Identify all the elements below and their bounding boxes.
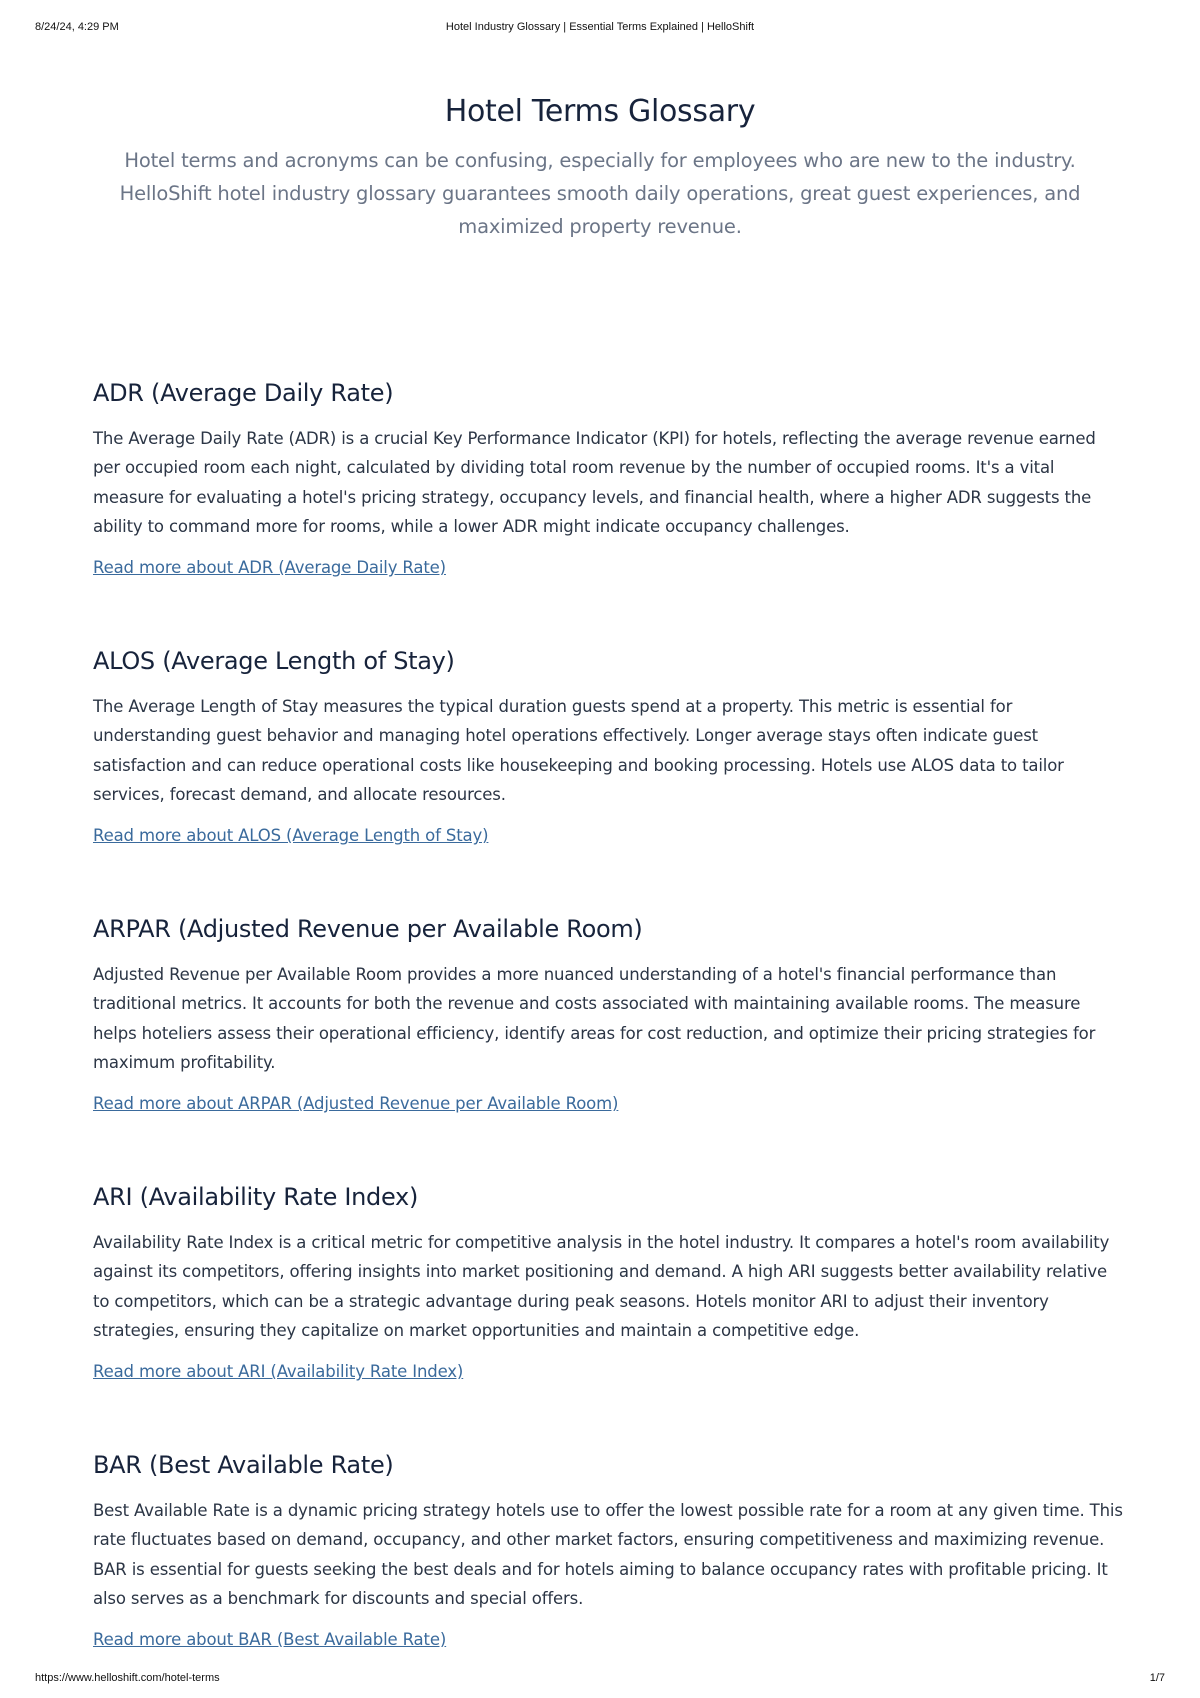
entry-heading: ALOS (Average Length of Stay) bbox=[93, 647, 455, 675]
entry-heading: BAR (Best Available Rate) bbox=[93, 1451, 394, 1479]
page-intro: Hotel terms and acronyms can be confusing, especially for employees who are new to the industry. HelloShift hotel industry glossary guarantees smooth daily operations, great guest experiences, and maximized property revenue. bbox=[119, 149, 1081, 238]
glossary-list bbox=[93, 376, 1123, 1698]
page-title: Hotel Terms Glossary bbox=[444, 94, 756, 129]
read-more-link-arpar[interactable]: Read more about ARPAR (Adjusted Revenue per Available Room) bbox=[93, 1094, 619, 1114]
print-footer bbox=[35, 1672, 1165, 1688]
glossary-entry-adr bbox=[93, 376, 1123, 644]
print-date: 8/24/24, 4:29 PM bbox=[35, 21, 119, 33]
entry-description: The Average Length of Stay measures the typical duration guests spend at a property. This metric is essential for understanding guest behavior and managing hotel operations effectively. Longer average stays often indicate guest satisfaction and can reduce operational costs like housekeeping and booking processing. Hotels use ALOS data to tailor services, forecast demand, and allocate resources. bbox=[93, 697, 1064, 804]
entry-description: Adjusted Revenue per Available Room provides a more nuanced understanding of a hotel's financial performance than traditional metrics. It accounts for both the revenue and costs associated with maintaining available rooms. The measure helps hoteliers assess their operational efficiency, identify areas for cost reduction, and optimize their pricing strategies for maximum profitability. bbox=[93, 965, 1096, 1072]
entry-description: Best Available Rate is a dynamic pricing strategy hotels use to offer the lowest possible rate for a room at any given time. This rate fluctuates based on demand, occupancy, and other market factors, ensuring competitiveness and maximizing revenue. BAR is essential for guests seeking the best deals and for hotels aiming to balance occupancy rates with profitable pricing. It also serves as a benchmark for discounts and special offers. bbox=[93, 1501, 1123, 1608]
entry-heading: ARI (Availability Rate Index) bbox=[93, 1183, 419, 1211]
glossary-hero bbox=[90, 92, 1110, 243]
print-url: https://www.helloshift.com/hotel-terms bbox=[35, 1672, 220, 1684]
glossary-entry-arpar bbox=[93, 912, 1123, 1180]
entry-heading: ADR (Average Daily Rate) bbox=[93, 379, 394, 407]
read-more-link-adr[interactable]: Read more about ADR (Average Daily Rate) bbox=[93, 558, 446, 578]
entry-description: Availability Rate Index is a critical metric for competitive analysis in the hotel industry. It compares a hotel's room availability against its competitors, offering insights into market positioning and demand. A high ARI suggests better availability relative to competitors, which can be a strategic advantage during peak seasons. Hotels monitor ARI to adjust their inventory strategies, ensuring they capitalize on market opportunities and maintain a competitive edge. bbox=[93, 1233, 1110, 1340]
entry-heading: ARPAR (Adjusted Revenue per Available Room) bbox=[93, 915, 643, 943]
glossary-entry-alos bbox=[93, 644, 1123, 912]
read-more-link-alos[interactable]: Read more about ALOS (Average Length of Stay) bbox=[93, 826, 489, 846]
entry-description: The Average Daily Rate (ADR) is a crucial Key Performance Indicator (KPI) for hotels, reflecting the average revenue earned per occupied room each night, calculated by dividing total room revenue by the number of occupied rooms. It's a vital measure for evaluating a hotel's pricing strategy, occupancy levels, and financial health, where a higher ADR suggests the ability to command more for rooms, while a lower ADR might indicate occupancy challenges. bbox=[93, 429, 1096, 536]
read-more-link-bar[interactable]: Read more about BAR (Best Available Rate) bbox=[93, 1630, 447, 1650]
glossary-entry-bar bbox=[93, 1448, 1123, 1698]
glossary-entry-ari bbox=[93, 1180, 1123, 1448]
print-header bbox=[35, 21, 1165, 37]
read-more-link-ari[interactable]: Read more about ARI (Availability Rate Index) bbox=[93, 1362, 464, 1382]
page-number: 1/7 bbox=[1149, 1672, 1165, 1684]
print-document-title: Hotel Industry Glossary | Essential Terms Explained | HelloShift bbox=[445, 21, 755, 33]
